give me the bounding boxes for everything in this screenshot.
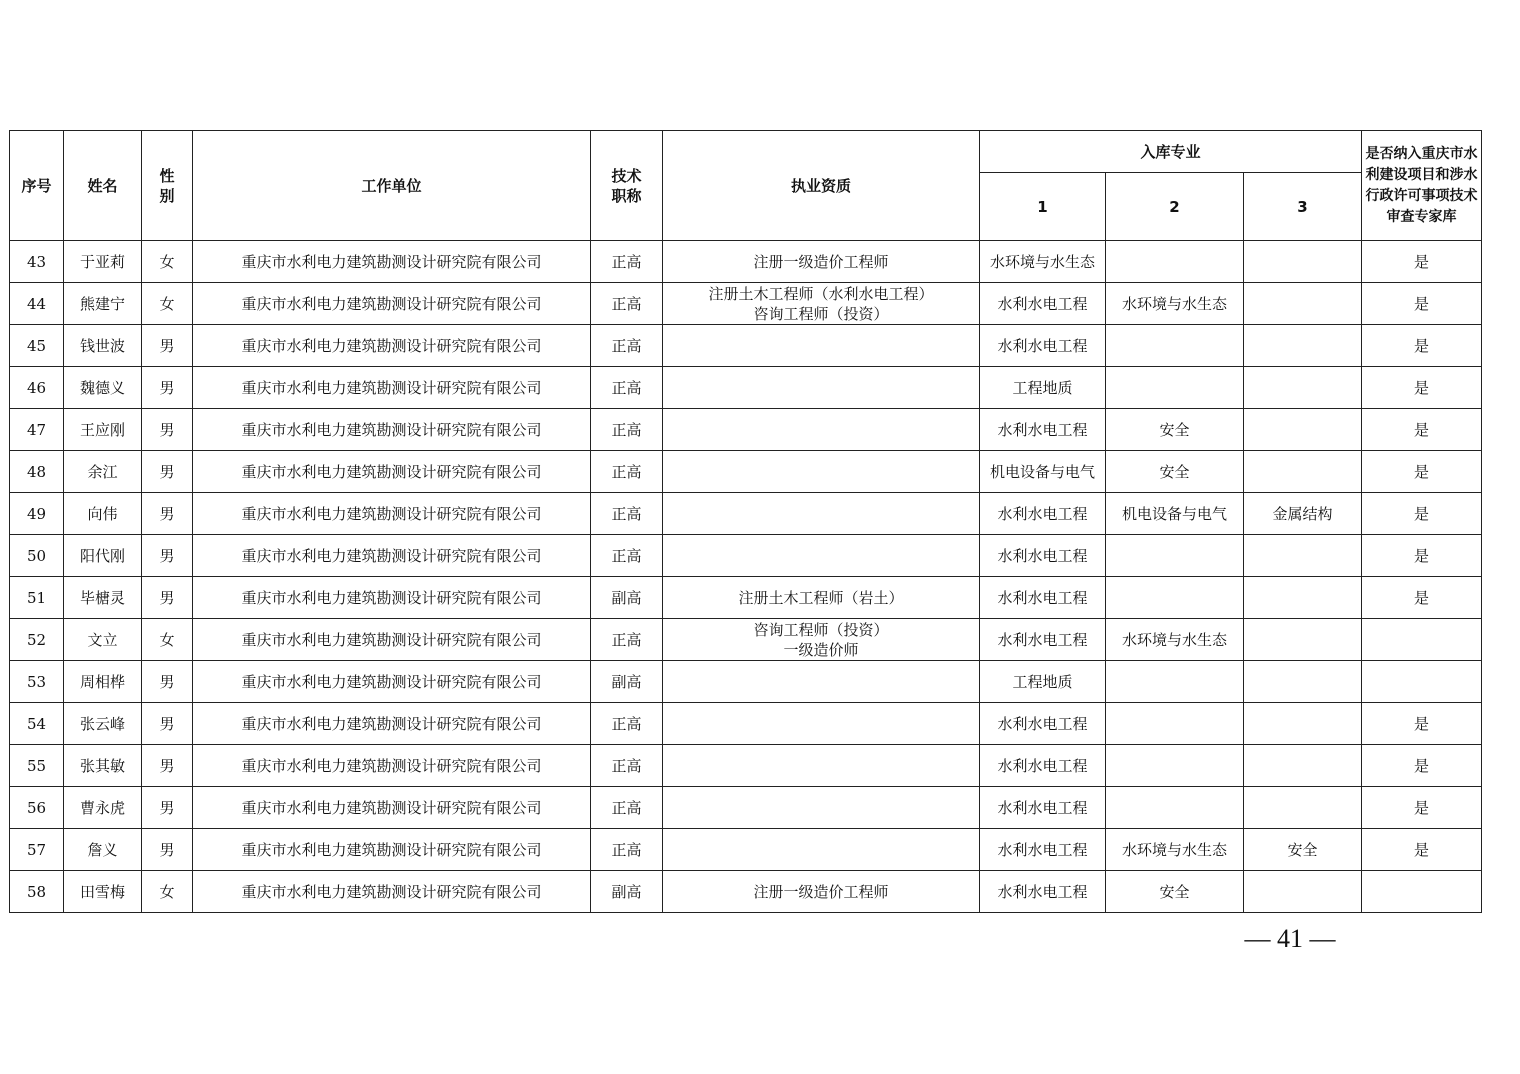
cell-gender: 男 (142, 325, 193, 367)
cell-title: 正高 (591, 283, 663, 325)
table-row (10, 619, 1482, 661)
cell-specialty-1: 水环境与水生态 (980, 241, 1106, 283)
cell-specialty-2: 安全 (1106, 451, 1244, 493)
header-title: 技术职称 (591, 131, 663, 241)
cell-gender: 女 (142, 283, 193, 325)
cell-specialty-3 (1244, 745, 1362, 787)
cell-included: 是 (1362, 703, 1482, 745)
table-row (10, 871, 1482, 913)
cell-title: 正高 (591, 493, 663, 535)
cell-gender: 男 (142, 745, 193, 787)
cell-specialty-3 (1244, 787, 1362, 829)
header-index: 序号 (10, 131, 64, 241)
cell-specialty-2 (1106, 535, 1244, 577)
expert-list-sheet (9, 130, 1481, 913)
cell-specialty-3: 金属结构 (1244, 493, 1362, 535)
cell-specialty-1: 水利水电工程 (980, 493, 1106, 535)
cell-specialty-3 (1244, 451, 1362, 493)
cell-gender: 女 (142, 241, 193, 283)
cell-name: 于亚莉 (64, 241, 142, 283)
cell-specialty-1: 工程地质 (980, 367, 1106, 409)
cell-index: 51 (10, 577, 64, 619)
table-row (10, 493, 1482, 535)
cell-employer: 重庆市水利电力建筑勘测设计研究院有限公司 (193, 325, 591, 367)
table-row (10, 367, 1482, 409)
cell-gender: 男 (142, 535, 193, 577)
cell-index: 52 (10, 619, 64, 661)
cell-employer: 重庆市水利电力建筑勘测设计研究院有限公司 (193, 661, 591, 703)
cell-employer: 重庆市水利电力建筑勘测设计研究院有限公司 (193, 283, 591, 325)
cell-qualification (663, 367, 980, 409)
cell-title: 正高 (591, 325, 663, 367)
cell-name: 詹义 (64, 829, 142, 871)
cell-employer: 重庆市水利电力建筑勘测设计研究院有限公司 (193, 241, 591, 283)
cell-index: 44 (10, 283, 64, 325)
cell-employer: 重庆市水利电力建筑勘测设计研究院有限公司 (193, 493, 591, 535)
cell-specialty-2 (1106, 325, 1244, 367)
cell-included: 是 (1362, 367, 1482, 409)
cell-included: 是 (1362, 451, 1482, 493)
cell-gender: 男 (142, 829, 193, 871)
table-row (10, 409, 1482, 451)
cell-specialty-3: 安全 (1244, 829, 1362, 871)
cell-specialty-1: 水利水电工程 (980, 829, 1106, 871)
cell-included: 是 (1362, 829, 1482, 871)
cell-specialty-1: 水利水电工程 (980, 535, 1106, 577)
table-row (10, 283, 1482, 325)
cell-index: 53 (10, 661, 64, 703)
header-specialty-group: 入库专业 (980, 131, 1362, 173)
cell-name: 向伟 (64, 493, 142, 535)
cell-name: 文立 (64, 619, 142, 661)
cell-employer: 重庆市水利电力建筑勘测设计研究院有限公司 (193, 577, 591, 619)
cell-gender: 男 (142, 787, 193, 829)
cell-specialty-2: 水环境与水生态 (1106, 829, 1244, 871)
cell-included (1362, 871, 1482, 913)
cell-qualification (663, 703, 980, 745)
cell-included: 是 (1362, 787, 1482, 829)
cell-employer: 重庆市水利电力建筑勘测设计研究院有限公司 (193, 871, 591, 913)
header-spec-1: 1 (980, 173, 1106, 241)
table-row (10, 661, 1482, 703)
cell-specialty-1: 水利水电工程 (980, 787, 1106, 829)
cell-name: 余江 (64, 451, 142, 493)
cell-included (1362, 619, 1482, 661)
cell-specialty-1: 水利水电工程 (980, 745, 1106, 787)
header-employer: 工作单位 (193, 131, 591, 241)
cell-title: 正高 (591, 787, 663, 829)
cell-gender: 男 (142, 493, 193, 535)
cell-specialty-3 (1244, 619, 1362, 661)
table-row (10, 829, 1482, 871)
cell-name: 钱世波 (64, 325, 142, 367)
cell-index: 58 (10, 871, 64, 913)
cell-specialty-2: 安全 (1106, 871, 1244, 913)
cell-index: 49 (10, 493, 64, 535)
cell-index: 43 (10, 241, 64, 283)
cell-specialty-2: 水环境与水生态 (1106, 283, 1244, 325)
cell-specialty-2: 安全 (1106, 409, 1244, 451)
cell-qualification (663, 409, 980, 451)
cell-qualification: 注册土木工程师（水利水电工程） 咨询工程师（投资） (663, 283, 980, 325)
cell-name: 田雪梅 (64, 871, 142, 913)
cell-title: 正高 (591, 703, 663, 745)
table-body (10, 241, 1482, 913)
cell-qualification: 注册一级造价工程师 (663, 241, 980, 283)
table-row (10, 577, 1482, 619)
cell-qualification (663, 325, 980, 367)
table-header (10, 131, 1482, 241)
cell-index: 47 (10, 409, 64, 451)
cell-title: 副高 (591, 871, 663, 913)
cell-index: 54 (10, 703, 64, 745)
cell-employer: 重庆市水利电力建筑勘测设计研究院有限公司 (193, 745, 591, 787)
cell-included: 是 (1362, 745, 1482, 787)
cell-employer: 重庆市水利电力建筑勘测设计研究院有限公司 (193, 787, 591, 829)
table-row (10, 787, 1482, 829)
cell-qualification (663, 661, 980, 703)
cell-qualification (663, 451, 980, 493)
table-row (10, 325, 1482, 367)
cell-specialty-2 (1106, 661, 1244, 703)
cell-qualification (663, 493, 980, 535)
header-spec-2: 2 (1106, 173, 1244, 241)
cell-specialty-1: 工程地质 (980, 661, 1106, 703)
cell-specialty-1: 机电设备与电气 (980, 451, 1106, 493)
cell-title: 副高 (591, 661, 663, 703)
cell-specialty-3 (1244, 367, 1362, 409)
header-qualification: 执业资质 (663, 131, 980, 241)
cell-specialty-3 (1244, 535, 1362, 577)
cell-title: 正高 (591, 367, 663, 409)
cell-specialty-3 (1244, 703, 1362, 745)
cell-title: 正高 (591, 451, 663, 493)
cell-specialty-3 (1244, 871, 1362, 913)
cell-name: 毕榶灵 (64, 577, 142, 619)
cell-qualification (663, 829, 980, 871)
header-name: 姓名 (64, 131, 142, 241)
expert-table (9, 130, 1482, 913)
cell-specialty-1: 水利水电工程 (980, 283, 1106, 325)
cell-employer: 重庆市水利电力建筑勘测设计研究院有限公司 (193, 703, 591, 745)
cell-gender: 男 (142, 703, 193, 745)
cell-specialty-1: 水利水电工程 (980, 871, 1106, 913)
header-gender: 性别 (142, 131, 193, 241)
cell-specialty-3 (1244, 283, 1362, 325)
cell-qualification: 咨询工程师（投资） 一级造价师 (663, 619, 980, 661)
cell-title: 正高 (591, 241, 663, 283)
table-row (10, 745, 1482, 787)
cell-employer: 重庆市水利电力建筑勘测设计研究院有限公司 (193, 535, 591, 577)
cell-specialty-3 (1244, 409, 1362, 451)
cell-specialty-3 (1244, 325, 1362, 367)
cell-qualification: 注册一级造价工程师 (663, 871, 980, 913)
cell-specialty-1: 水利水电工程 (980, 325, 1106, 367)
cell-specialty-1: 水利水电工程 (980, 577, 1106, 619)
cell-name: 王应刚 (64, 409, 142, 451)
cell-gender: 男 (142, 661, 193, 703)
cell-qualification (663, 535, 980, 577)
cell-included: 是 (1362, 535, 1482, 577)
cell-name: 魏德义 (64, 367, 142, 409)
cell-specialty-3 (1244, 661, 1362, 703)
cell-name: 熊建宁 (64, 283, 142, 325)
cell-employer: 重庆市水利电力建筑勘测设计研究院有限公司 (193, 409, 591, 451)
cell-included (1362, 661, 1482, 703)
cell-name: 曹永虎 (64, 787, 142, 829)
cell-title: 正高 (591, 745, 663, 787)
cell-specialty-2 (1106, 241, 1244, 283)
header-spec-3: 3 (1244, 173, 1362, 241)
cell-gender: 男 (142, 451, 193, 493)
cell-included: 是 (1362, 325, 1482, 367)
cell-name: 张云峰 (64, 703, 142, 745)
cell-included: 是 (1362, 577, 1482, 619)
cell-index: 57 (10, 829, 64, 871)
cell-included: 是 (1362, 493, 1482, 535)
cell-name: 张其敏 (64, 745, 142, 787)
cell-index: 46 (10, 367, 64, 409)
header-included: 是否纳入重庆市水利建设项目和涉水行政许可事项技术审查专家库 (1362, 131, 1482, 241)
cell-employer: 重庆市水利电力建筑勘测设计研究院有限公司 (193, 619, 591, 661)
cell-specialty-3 (1244, 241, 1362, 283)
cell-title: 正高 (591, 829, 663, 871)
cell-gender: 男 (142, 409, 193, 451)
cell-qualification (663, 787, 980, 829)
cell-gender: 女 (142, 871, 193, 913)
cell-specialty-1: 水利水电工程 (980, 703, 1106, 745)
cell-index: 55 (10, 745, 64, 787)
cell-specialty-3 (1244, 577, 1362, 619)
cell-included: 是 (1362, 283, 1482, 325)
cell-gender: 女 (142, 619, 193, 661)
cell-title: 正高 (591, 535, 663, 577)
table-row (10, 241, 1482, 283)
cell-name: 阳代刚 (64, 535, 142, 577)
cell-title: 正高 (591, 619, 663, 661)
cell-gender: 男 (142, 577, 193, 619)
cell-specialty-2 (1106, 577, 1244, 619)
cell-included: 是 (1362, 409, 1482, 451)
cell-index: 56 (10, 787, 64, 829)
table-row (10, 451, 1482, 493)
cell-employer: 重庆市水利电力建筑勘测设计研究院有限公司 (193, 367, 591, 409)
cell-index: 45 (10, 325, 64, 367)
cell-qualification: 注册土木工程师（岩土） (663, 577, 980, 619)
cell-title: 副高 (591, 577, 663, 619)
cell-index: 50 (10, 535, 64, 577)
cell-index: 48 (10, 451, 64, 493)
table-row (10, 535, 1482, 577)
cell-gender: 男 (142, 367, 193, 409)
cell-specialty-1: 水利水电工程 (980, 619, 1106, 661)
cell-specialty-2: 机电设备与电气 (1106, 493, 1244, 535)
cell-employer: 重庆市水利电力建筑勘测设计研究院有限公司 (193, 451, 591, 493)
cell-name: 周相桦 (64, 661, 142, 703)
cell-specialty-2: 水环境与水生态 (1106, 619, 1244, 661)
table-row (10, 703, 1482, 745)
cell-specialty-2 (1106, 745, 1244, 787)
cell-title: 正高 (591, 409, 663, 451)
cell-qualification (663, 745, 980, 787)
cell-specialty-2 (1106, 703, 1244, 745)
cell-specialty-2 (1106, 367, 1244, 409)
cell-specialty-1: 水利水电工程 (980, 409, 1106, 451)
cell-employer: 重庆市水利电力建筑勘测设计研究院有限公司 (193, 829, 591, 871)
page-number: — 41 — (1244, 924, 1336, 953)
cell-specialty-2 (1106, 787, 1244, 829)
cell-included: 是 (1362, 241, 1482, 283)
